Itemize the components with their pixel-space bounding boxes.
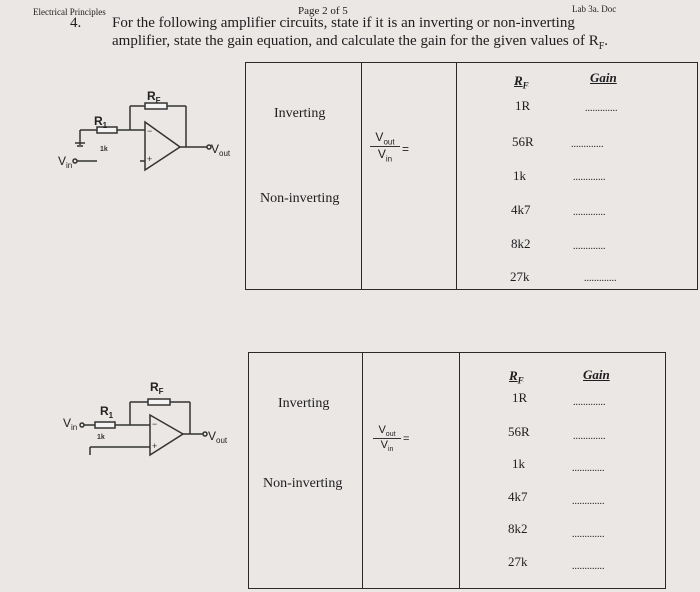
question-line-2: amplifier, state the gain equation, and calculate the gain for the given values of $R_F$. <box>112 33 609 52</box>
doc-subject: Electrical Principles <box>33 7 106 17</box>
equals-sign-1: = <box>402 142 410 156</box>
rf-value: 56R <box>512 134 534 149</box>
page-number: Page 2 of 5 <box>298 5 348 17</box>
label-inverting-2: Inverting <box>278 396 330 411</box>
gain-blank[interactable]: ............. <box>585 103 618 114</box>
doc-filename: Lab 3a. Doc <box>572 4 617 14</box>
inverting-amplifier-circuit <box>50 85 250 190</box>
label-non-inverting-1: Non-inverting <box>260 191 340 206</box>
equals-sign-2: = <box>403 433 410 445</box>
svg-text:R1: $R_1$ <box>100 404 114 420</box>
rf-value: 27k <box>510 269 530 284</box>
rf-value: 8k2 <box>508 521 528 536</box>
label-non-inverting-2: Non-inverting <box>263 476 343 491</box>
rf-value: 4k7 <box>511 202 531 217</box>
gain-blank[interactable]: ............. <box>572 529 605 540</box>
gain-blank[interactable]: ............. <box>571 139 604 150</box>
label-inverting-1: Inverting <box>274 106 326 121</box>
svg-text:+: + <box>152 441 158 451</box>
rf-value: 1k <box>512 456 525 471</box>
rf-value: 1R <box>512 390 528 405</box>
svg-text:R1: $R_1$ <box>94 114 108 130</box>
gain-blank[interactable]: ............. <box>584 273 617 284</box>
svg-text:Vin: $V_{in}$ <box>58 154 73 170</box>
gain-blank[interactable]: ............. <box>572 496 605 507</box>
gain-blank[interactable]: ............. <box>573 207 606 218</box>
question-line-1: For the following amplifier circuits, state if it is an inverting or non-inverting <box>112 15 575 31</box>
rf-value: 1k <box>513 168 526 183</box>
rf-value: 4k7 <box>508 489 528 504</box>
svg-text:+: + <box>147 154 153 164</box>
gain-header-2: Gain <box>583 367 610 382</box>
gain-blank[interactable]: ............. <box>572 561 605 572</box>
rf-value: 8k2 <box>511 236 531 251</box>
rf-header-1: $R_F$ <box>514 73 529 91</box>
gain-blank[interactable]: ............. <box>573 172 606 183</box>
question-number: 4. <box>70 15 82 31</box>
svg-text:RF: $R_F$ <box>147 89 161 105</box>
gain-blank[interactable]: ............. <box>573 241 606 252</box>
r1-value-label: 1k <box>97 434 105 441</box>
gain-equation-1: $V_{out}$ $V_{in}$ <box>370 130 400 164</box>
rf-value: 56R <box>508 424 530 439</box>
rf-value: 1R <box>515 98 531 113</box>
gain-header-1: Gain <box>590 70 617 85</box>
answer-table-1 <box>245 62 698 290</box>
non-inverting-amplifier-circuit <box>55 375 255 475</box>
svg-text:RF: $R_F$ <box>150 380 164 396</box>
rf-header-2: $R_F$ <box>509 368 524 386</box>
rf-value: 27k <box>508 554 528 569</box>
svg-text:Vout: $V_{out}$ <box>208 429 228 445</box>
gain-equation-2: $V_{out}$ $V_{in}$ <box>373 424 401 453</box>
svg-text:Vout: $V_{out}$ <box>211 142 231 158</box>
svg-text:Vin: $V_{in}$ <box>63 416 78 432</box>
svg-text:−: − <box>152 419 158 429</box>
gain-blank[interactable]: ............. <box>572 463 605 474</box>
svg-text:−: − <box>147 126 153 136</box>
gain-blank[interactable]: ............. <box>573 397 606 408</box>
r1-value-label: 1k <box>100 146 108 153</box>
gain-blank[interactable]: ............. <box>573 431 606 442</box>
